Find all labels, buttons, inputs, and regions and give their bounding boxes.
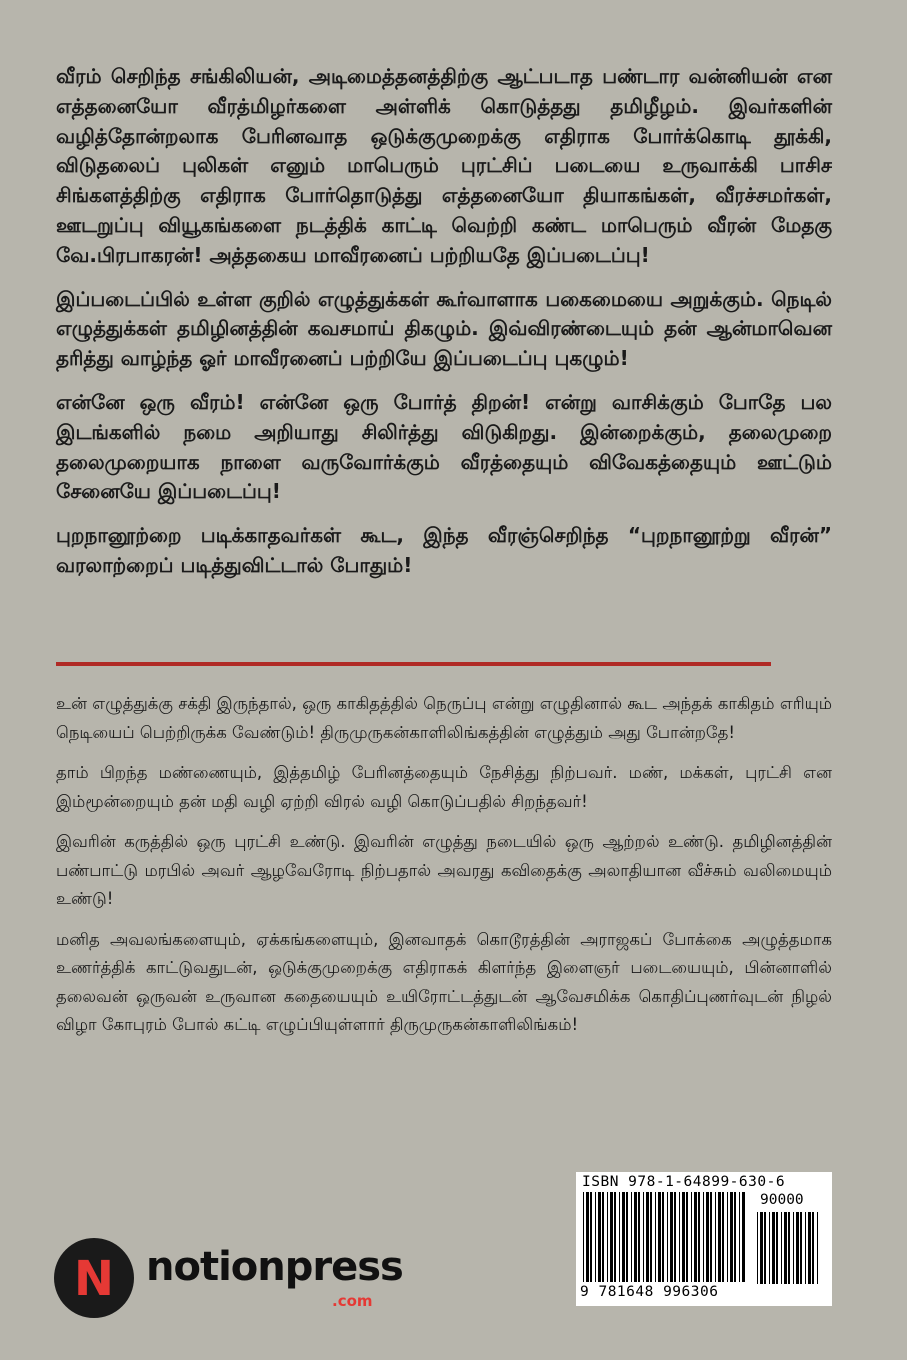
barcode-bar <box>805 1212 806 1284</box>
review-paragraph: உன் எழுத்துக்கு சக்தி இருந்தால், ஒரு காகிதத்தில் நெருப்பு என்று எழுதினால் கூட அந்தக் காகிதம் எரியும் நெடியைப் பெற்றிருக்க வேண்டும்! திருமுருகன்காளிலிங்கத்தின் எழுத்தும் அது போன்றதே! <box>56 694 832 742</box>
barcode-bar <box>614 1192 616 1282</box>
barcode-bar <box>760 1212 763 1284</box>
barcode-bar <box>793 1212 794 1284</box>
barcode-bar <box>583 1192 584 1282</box>
barcode-bar <box>650 1192 652 1282</box>
barcode-bar <box>764 1212 766 1284</box>
barcode-bar <box>730 1192 733 1282</box>
ean-barcode-bars <box>582 1192 750 1284</box>
barcode-bar <box>667 1192 668 1282</box>
barcode-bar <box>734 1192 736 1282</box>
blurb-paragraph: வீரம் செறிந்த சங்கிலியன், அடிமைத்தனத்திற்கு ஆட்படாத பண்டார வன்னியன் என எத்தனையோ வீரத்மிழர்களை அள்ளிக் கொடுத்தது தமிழீழம். இவர்களின் வழித்தோன்றலாக பேரினவாத ஒடுக்குமுறைக்கு எதிராக போர்க்கொடி தூக்கி, விடுதலைப் புலிகள் எனும் மாபெரும் புரட்சிப் படையை உருவாக்கி பாசிச சிங்களத்திற்கு எதிராக போர்தொடுத்து எத்தனையோ தியாகங்கள், வீரச்சமர்கள், ஊடறுப்பு வியூகங்களை நடத்திக் காட்டி வெற்றி கண்ட மாபெரும் வீரன் மேதகு வே.பிரபாகரன்! அத்தகைய மாவீரனைப் பற்றியதே இப்படைப்பு! <box>56 64 832 267</box>
barcode-bar <box>739 1192 740 1282</box>
barcode-bar <box>595 1192 596 1282</box>
isbn-label: ISBN 978-1-64899-630-6 <box>582 1174 786 1190</box>
addon-digits: 90000 <box>760 1192 804 1208</box>
barcode-bar <box>784 1212 787 1284</box>
barcode-bar <box>800 1212 802 1284</box>
logo-letter: N <box>73 1251 115 1307</box>
barcode-bar <box>634 1192 637 1282</box>
barcode-bar <box>694 1192 697 1282</box>
isbn-barcode <box>576 1172 832 1306</box>
barcode-bar <box>646 1192 649 1282</box>
barcode-bar <box>586 1192 589 1282</box>
barcode-bar <box>710 1192 712 1282</box>
barcode-bar <box>670 1192 673 1282</box>
barcode-bar <box>706 1192 709 1282</box>
publisher-logo-icon <box>54 1238 134 1318</box>
barcode-bar <box>772 1212 775 1284</box>
barcode-bar <box>796 1212 799 1284</box>
section-divider <box>56 662 771 666</box>
barcode-bar <box>619 1192 620 1282</box>
barcode-bar <box>776 1212 778 1284</box>
barcode-bar <box>757 1212 758 1284</box>
barcode-bar <box>715 1192 716 1282</box>
barcode-bar <box>674 1192 676 1282</box>
review-paragraph: இவரின் கருத்தில் ஒரு புரட்சி உண்டு. இவரின் எழுத்து நடையில் ஒரு ஆற்றல் உண்டு. தமிழினத்தின் பண்பாட்டு மரபில் அவர் ஆழவேரோடி நிற்பதால் அவரது கவிதைக்கு அலாதியான வீச்சும் வலிமையும் உண்டு! <box>56 832 832 908</box>
barcode-bar <box>769 1212 770 1284</box>
blurb-paragraph: புறநானூற்றை படிக்காதவர்கள் கூட, இந்த வீரஞ்செறிந்த “புறநானூற்று வீரன்” வரலாற்றைப் படித்துவிட்டால் போதும்! <box>56 523 832 577</box>
barcode-bar <box>682 1192 685 1282</box>
blurb-paragraph: இப்படைப்பில் உள்ள குறில் எழுத்துக்கள் கூர்வாளாக பகைமையை அறுக்கும். நெடில் எழுத்துக்கள் தமிழினத்தின் கவசமாய் திகழும். இவ்விரண்டையும் தன் ஆன்மாவென தரித்து வாழ்ந்த ஓர் மாவீரனைப் பற்றியே இப்படைப்பு புகழும்! <box>56 286 832 371</box>
barcode-bar <box>658 1192 661 1282</box>
barcode-bar <box>703 1192 704 1282</box>
blurb-secondary <box>56 690 832 1052</box>
barcode-bar <box>781 1212 782 1284</box>
publisher-name: notionpress <box>146 1244 403 1290</box>
barcode-bar <box>607 1192 608 1282</box>
barcode-bar <box>626 1192 628 1282</box>
barcode-bar <box>610 1192 613 1282</box>
barcode-bar <box>788 1212 790 1284</box>
barcode-bar <box>686 1192 688 1282</box>
review-paragraph: தாம் பிறந்த மண்ணையும், இத்தமிழ் பேரினத்தையும் நேசித்து நிற்பவர். மண், மக்கள், புரட்சி என இம்மூன்றையும் தன் மதி வழி ஏற்றி விரல் வழி கொடுப்பதில் சிறந்தவர்! <box>56 763 832 811</box>
barcode-bar <box>655 1192 656 1282</box>
barcode-bar <box>691 1192 692 1282</box>
barcode-bar <box>662 1192 664 1282</box>
barcode-bar <box>622 1192 625 1282</box>
barcode-bar <box>727 1192 728 1282</box>
review-paragraph: மனித அவலங்களையும், ஏக்கங்களையும், இனவாதக் கொடூரத்தின் அராஜகப் போக்கை அழுத்தமாக உணர்த்திக் காட்டுவதுடன், ஒடுக்குமுறைக்கு எதிராகக் கிளர்ந்த இளைஞர் படையையும், பின்னாளில் தலைவன் ஒருவன் உருவான கதையையும் உயிரோட்டத்துடன் ஆவேசமிக்க கொதிப்புணர்வுடன் நிழல் விழா கோபுரம் போல் கட்டி எழுப்பியுள்ளார் திருமுருகன்காளிலிங்கம்! <box>56 929 832 1034</box>
barcode-bar <box>718 1192 721 1282</box>
barcode-bar <box>631 1192 632 1282</box>
barcode-bar <box>598 1192 601 1282</box>
barcode-bar <box>817 1212 818 1284</box>
ean-digits: 9 781648 996306 <box>580 1284 719 1300</box>
barcode-bar <box>602 1192 604 1282</box>
blurb-primary <box>56 62 832 595</box>
barcode-bar <box>808 1212 811 1284</box>
barcode-bar <box>722 1192 724 1282</box>
barcode-bar <box>643 1192 644 1282</box>
barcode-bar <box>590 1192 592 1282</box>
barcode-bar <box>698 1192 700 1282</box>
barcode-bar <box>742 1192 745 1282</box>
barcode-bar <box>812 1212 814 1284</box>
barcode-bar <box>638 1192 640 1282</box>
addon-barcode-bars <box>756 1212 822 1284</box>
barcode-bar <box>679 1192 680 1282</box>
blurb-paragraph: என்னே ஒரு வீரம்! என்னே ஒரு போர்த் திறன்! என்று வாசிக்கும் போதே பல இடங்களில் நமை அறியாது சிலிர்த்து விடுகிறது. இன்றைக்கும், தலைமுறை தலைமுறையாக நாளை வருவோர்க்கும் வீரத்தையும் விவேகத்தையும் ஊட்டும் சேனையே இப்படைப்பு! <box>56 389 832 504</box>
publisher-domain: .com <box>332 1292 373 1310</box>
